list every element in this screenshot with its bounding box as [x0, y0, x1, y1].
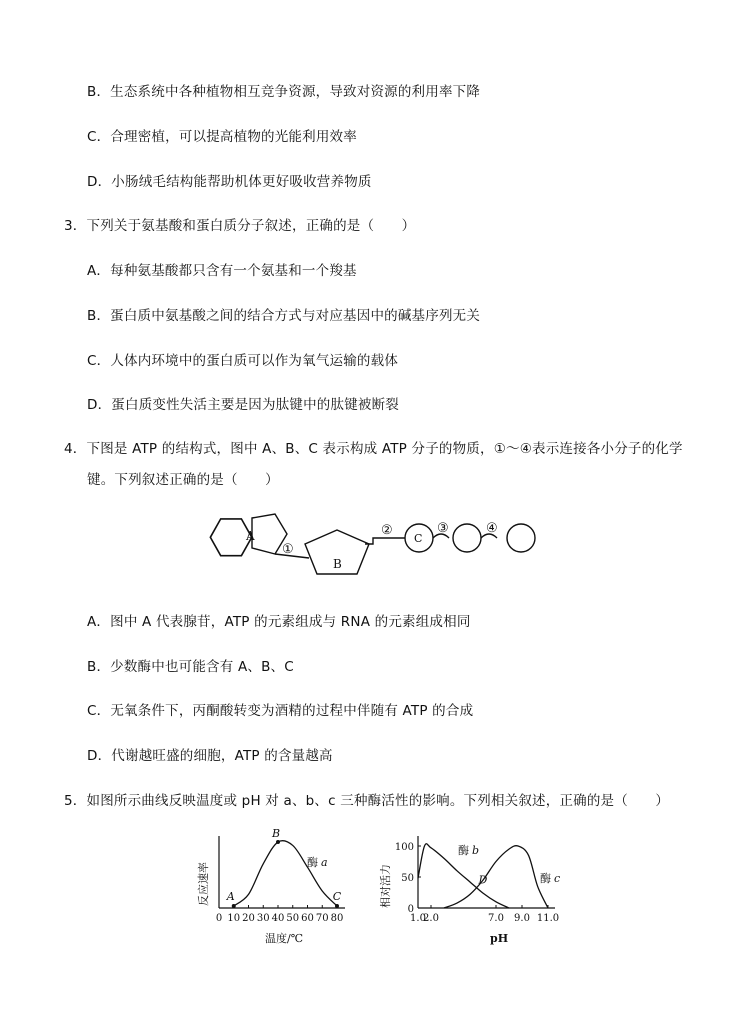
point-label-D: D [478, 873, 488, 887]
label-bond-3: ③ [437, 521, 449, 536]
x-tick-label: 11.0 [536, 913, 560, 924]
x-tick-label: 70 [315, 913, 329, 924]
point-B [276, 840, 280, 844]
label-bond-4: ④ [486, 521, 498, 536]
label-bond-2: ② [381, 523, 393, 538]
point-label-B: B [271, 827, 281, 841]
question-5: 5．如图所示曲线反映温度或 pH 对 a、b、c 三种酶活性的影响。下列相关叙述，正确的是（ ） [64, 793, 670, 809]
ph-chart [380, 828, 570, 948]
question-4-line-2: 键。下列叙述正确的是（ ） [87, 472, 279, 488]
label-C: C [414, 532, 423, 545]
enzyme-a-label: 酶 a [307, 856, 328, 869]
y-axis-label: 相对活力 [379, 864, 392, 908]
x-tick-label: 10 [227, 913, 241, 924]
x-axis-label: pH [490, 932, 509, 945]
q4-option-d: D．代谢越旺盛的细胞，ATP 的含量越高 [87, 748, 333, 764]
q3-option-b: B．蛋白质中氨基酸之间的结合方式与对应基因中的碱基序列无关 [87, 308, 481, 324]
x-tick-label: 7.0 [488, 913, 504, 924]
atp-structure-diagram [205, 510, 545, 580]
x-tick-label: 20 [242, 913, 255, 924]
x-tick-label: 9.0 [514, 913, 530, 924]
q2-option-d: D．小肠绒毛结构能帮助机体更好吸收营养物质 [87, 174, 372, 190]
temperature-chart [195, 828, 355, 948]
q3-option-a: A．每种氨基酸都只含有一个氨基和一个羧基 [87, 263, 357, 279]
label-A: A [246, 529, 255, 543]
x-tick-label: 60 [301, 913, 314, 924]
q4-option-b: B．少数酶中也可能含有 A、B、C [87, 659, 294, 675]
enzyme-a-curve [234, 841, 337, 906]
q4-option-c: C．无氧条件下，丙酮酸转变为酒精的过程中伴随有 ATP 的合成 [87, 703, 474, 719]
x-tick-label: 30 [256, 913, 270, 924]
question-4-line-1: 4．下图是 ATP 的结构式，图中 A、B、C 表示构成 ATP 分子的物质，①～④表示连接各小分子的化学 [64, 441, 683, 457]
q4-option-a: A．图中 A 代表腺苷，ATP 的元素组成与 RNA 的元素组成相同 [87, 614, 471, 630]
q3-option-c: C．人体内环境中的蛋白质可以作为氧气运输的载体 [87, 353, 399, 369]
label-bond-1: ① [282, 542, 294, 557]
q2-option-b: B．生态系统中各种植物相互竞争资源，导致对资源的利用率下降 [87, 84, 481, 100]
x-tick-label: 2.0 [423, 913, 439, 924]
enzyme-b-label: 酶 b [458, 844, 480, 857]
point-C [335, 904, 339, 908]
q3-option-d: D．蛋白质变性失活主要是因为肽键中的肽键被断裂 [87, 397, 399, 413]
point-A [232, 904, 236, 908]
y-tick-label: 50 [401, 873, 414, 884]
x-axis-label: 温度/℃ [265, 932, 304, 945]
x-tick-label: 80 [330, 913, 344, 924]
y-tick-label: 100 [394, 842, 414, 853]
x-tick-label: 0 [215, 913, 223, 924]
question-3: 3．下列关于氨基酸和蛋白质分子叙述，正确的是（ ） [64, 218, 416, 234]
q2-option-c: C．合理密植，可以提高植物的光能利用效率 [87, 129, 357, 145]
x-tick-label: 50 [286, 913, 300, 924]
enzyme-c-label: 酶 c [540, 872, 561, 885]
point-label-C: C [332, 889, 342, 903]
x-tick-label: 1.0 [410, 913, 426, 924]
x-tick-label: 40 [271, 913, 285, 924]
y-tick-label: 0 [407, 904, 414, 915]
point-label-A: A [226, 889, 235, 903]
y-axis-label: 反应速率 [197, 862, 210, 906]
label-B: B [333, 557, 342, 571]
